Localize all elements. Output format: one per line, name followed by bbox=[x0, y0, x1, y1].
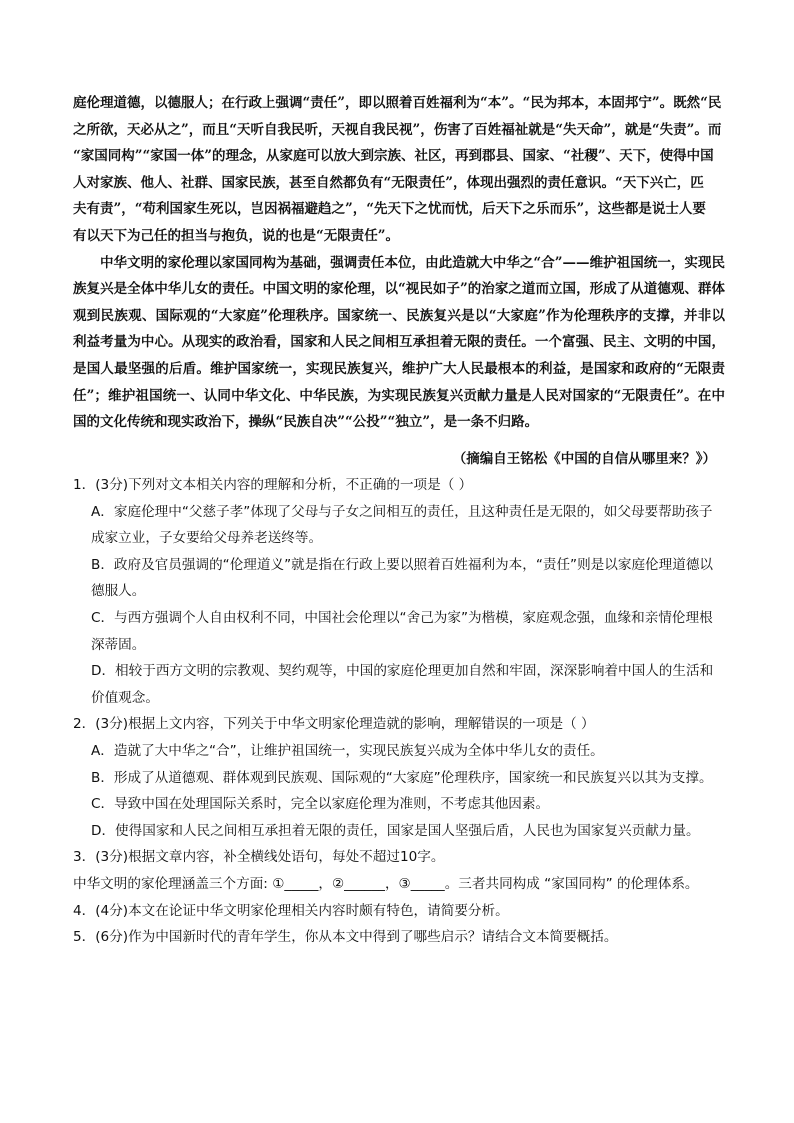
question-stem: 5．(6分)作为中国新时代的青年学生，你从本文中得到了哪些启示？请结合文本简要概括。 bbox=[73, 929, 618, 946]
question-5 bbox=[73, 924, 723, 951]
passage-line: “家国同构”“家国一体”的理念，从家庭可以放大到宗族、社区，再到郡县、国家、“社稷”、天下，使得中国 bbox=[73, 148, 714, 165]
passage-paragraph: 中华文明的家伦理以家国同构为基础，强调责任本位，由此造就大中华之“合”——维护祖国统一，实现民族复兴是全体中华儿女的责任。中国文明的家伦理，以“视民如子”的治家之道而立国，形成了从道德观、群体观到民族观、国际观的“大家庭”伦理秩序。国家统一、民族复兴是以“大家庭”作为伦理秩序的支撑，并非以利益考量为中心。从现实的政治看，国家和人民之间相互承担着无限的责任。一个富强、民主、文明的中国，是国人最坚强的后盾。维护国家统一，实现民族复兴，维护广大人民最根本的利益，是国家和政府的“无限责任”；维护祖国统一、认同中华文化、中华民族，为实现民族复兴贡献力量是人民对国家的“无限责任”。在中国的文化传统和现实政治下，操纵“民族自决”“公投”“独立”，是一条不归路。 bbox=[73, 254, 725, 431]
question-stem: 2．(3分)根据上文内容，下列关于中华文明家伦理造就的影响，理解错误的一项是（ ） bbox=[73, 716, 595, 733]
option-d: D．使得国家和人民之间相互承担着无限的责任，国家是国人坚强后盾，人民也为国家复兴贡献力量。 bbox=[91, 822, 700, 839]
question-stem: 1．(3分)下列对文本相关内容的理解和分析，不正确的一项是（ ） bbox=[73, 477, 473, 493]
option-d: D．相较于西方文明的宗教观、契约观等，中国的家庭伦理更加自然和牢固，深深影响着中国人的生活和价值观念。 bbox=[91, 663, 714, 706]
question-2 bbox=[73, 711, 723, 844]
question-stem: 4．(4分)本文在论证中华文明家伦理相关内容时颇有特色，请简要分析。 bbox=[73, 902, 509, 919]
passage-line: 之所欲，天必从之”，而且“天听自我民听，天视自我民视”，伤害了百姓福祉就是“失天命”，就是“失责”。而 bbox=[73, 121, 722, 138]
option-c: C．与西方强调个人自由权利不同，中国社会伦理以“舍己为家”为楷模，家庭观念强，血缘和亲情伦理根深蒂固。 bbox=[91, 609, 713, 653]
question-3 bbox=[73, 844, 723, 897]
option-b: B．形成了从道德观、群体观到民族观、国际观的“大家庭”伦理秩序，国家统一和民族复兴以其为支撑。 bbox=[91, 769, 713, 786]
option-a: A．家庭伦理中“父慈子孝”体现了父母与子女之间相互的责任，且这种责任是无限的，如父母要帮助孩子成家立业，子女要给父母养老送终等。 bbox=[91, 503, 713, 547]
passage-line: 人对家族、他人、社群、国家民族，甚至自然都负有“无限责任”，体现出强烈的责任意识。“天下兴亡，匹 bbox=[73, 174, 704, 191]
question-1 bbox=[73, 472, 723, 711]
option-c: C．导致中国在处理国际关系时，完全以家庭伦理为准则，不考虑其他因素。 bbox=[91, 796, 550, 813]
question-4 bbox=[73, 898, 723, 925]
option-a: A．造就了大中华之“合”，让维护祖国统一，实现民族复兴成为全体中华儿女的责任。 bbox=[91, 742, 604, 759]
fill-in-blank-line: 中华文明的家伦理涵盖三个方面: ①_____，②______，③_____。三者共同构成 “家国同构” 的伦理体系。 bbox=[73, 875, 699, 892]
passage-line: 庭伦理道德，以德服人；在行政上强调“责任”，即以照着百姓福利为“本”。“民为邦本，本固邦宁”。既然“民 bbox=[73, 95, 722, 111]
passage-source: （摘编自王铭松《中国的自信从哪里来？》） bbox=[452, 451, 716, 467]
passage-line: 夫有责”，“苟利国家生死以，岂因祸福避趋之”，“先天下之忧而忧，后天下之乐而乐”，这些都是说士人要 bbox=[73, 201, 706, 218]
option-b: B．政府及官员强调的“伦理道义”就是指在行政上要以照着百姓福利为本，“责任”则是以家庭伦理道德以德服人。 bbox=[91, 556, 714, 600]
reading-passage bbox=[73, 90, 725, 436]
question-list bbox=[73, 472, 723, 951]
question-stem: 3．(3分)根据文章内容，补全横线处语句，每处不超过10字。 bbox=[73, 849, 445, 866]
passage-line: 有以天下为己任的担当与抱负，说的也是“无限责任”。 bbox=[73, 227, 400, 244]
